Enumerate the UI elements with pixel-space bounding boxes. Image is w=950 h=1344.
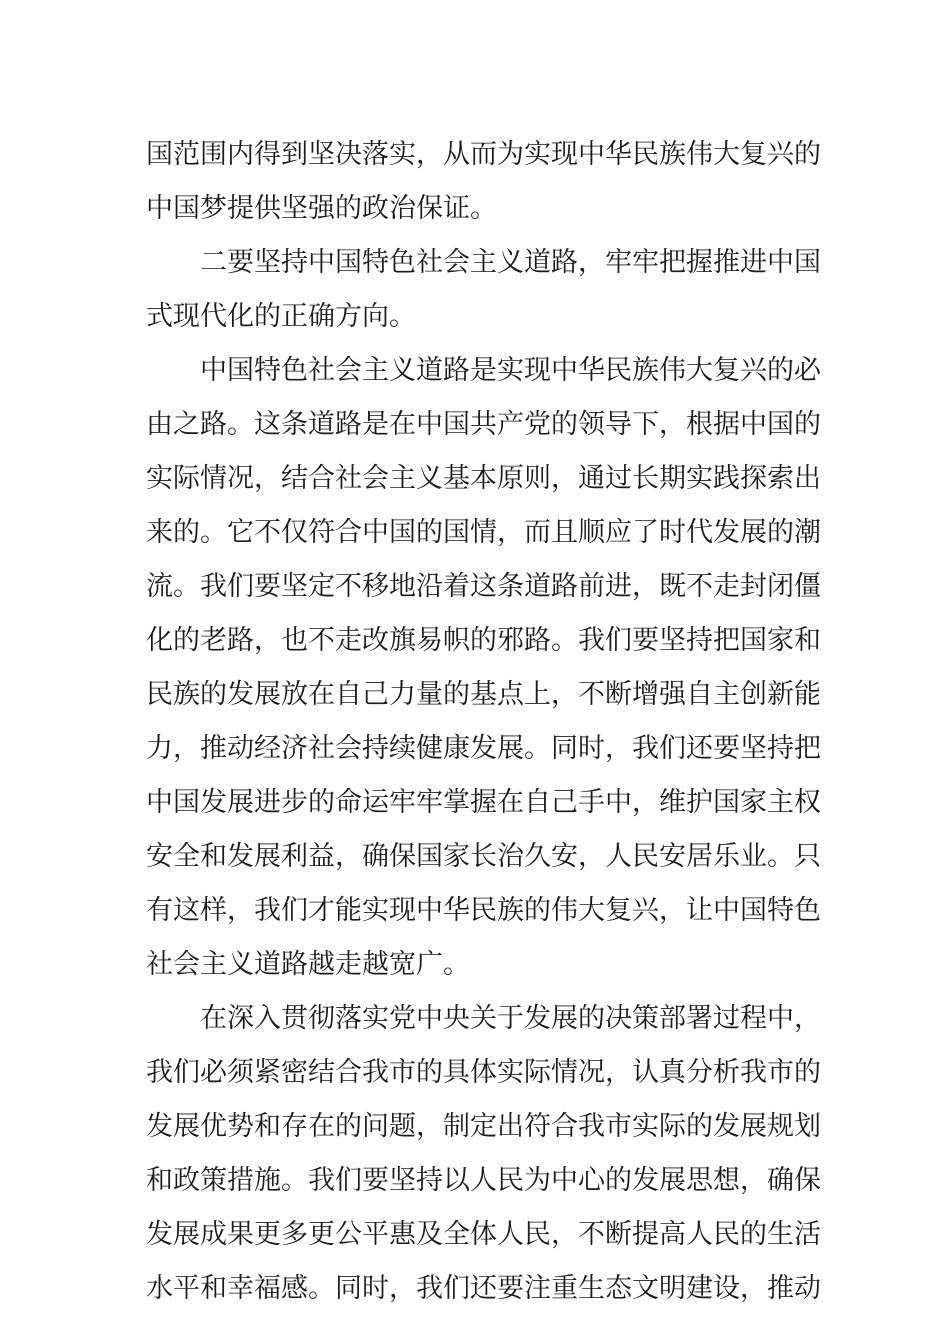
text-line: 式现代化的正确方向。 <box>146 301 416 332</box>
text-line: 有这样，我们才能实现中华民族的伟大复兴，让中国特色 <box>146 895 821 926</box>
text-line: 民族的发展放在自己力量的基点上，不断增强自主创新能 <box>146 679 821 710</box>
text-line: 我们必须紧密结合我市的具体实际情况，认真分析我市的 <box>146 1057 821 1088</box>
text-line: 流。我们要坚定不移地沿着这条道路前进，既不走封闭僵 <box>146 571 821 602</box>
text-line: 发展成果更多更公平惠及全体人民，不断提高人民的生活 <box>146 1219 821 1250</box>
text-line: 安全和发展利益，确保国家长治久安，人民安居乐业。只 <box>146 841 821 872</box>
text-line: 力，推动经济社会持续健康发展。同时，我们还要坚持把 <box>146 733 821 764</box>
text-line: 中国梦提供坚强的政治保证。 <box>146 193 497 224</box>
text-line: 由之路。这条道路是在中国共产党的领导下，根据中国的 <box>146 409 821 440</box>
text-line: 在深入贯彻落实党中央关于发展的决策部署过程中， <box>200 1003 821 1034</box>
text-line: 和政策措施。我们要坚持以人民为中心的发展思想，确保 <box>146 1165 821 1196</box>
text-line: 社会主义道路越走越宽广。 <box>146 949 470 980</box>
text-line: 二要坚持中国特色社会主义道路，牢牢把握推进中国 <box>200 247 821 278</box>
text-line: 来的。它不仅符合中国的国情，而且顺应了时代发展的潮 <box>146 517 821 548</box>
document-page <box>146 128 821 1316</box>
text-line: 发展优势和存在的问题，制定出符合我市实际的发展规划 <box>146 1111 821 1142</box>
text-line: 中国发展进步的命运牢牢掌握在自己手中，维护国家主权 <box>146 787 821 818</box>
text-line: 水平和幸福感。同时，我们还要注重生态文明建设，推动 <box>146 1273 821 1304</box>
text-line: 化的老路，也不走改旗易帜的邪路。我们要坚持把国家和 <box>146 625 821 656</box>
text-line: 中国特色社会主义道路是实现中华民族伟大复兴的必 <box>200 355 821 386</box>
text-line: 国范围内得到坚决落实，从而为实现中华民族伟大复兴的 <box>146 139 821 170</box>
text-line: 实际情况，结合社会主义基本原则，通过长期实践探索出 <box>146 463 821 494</box>
